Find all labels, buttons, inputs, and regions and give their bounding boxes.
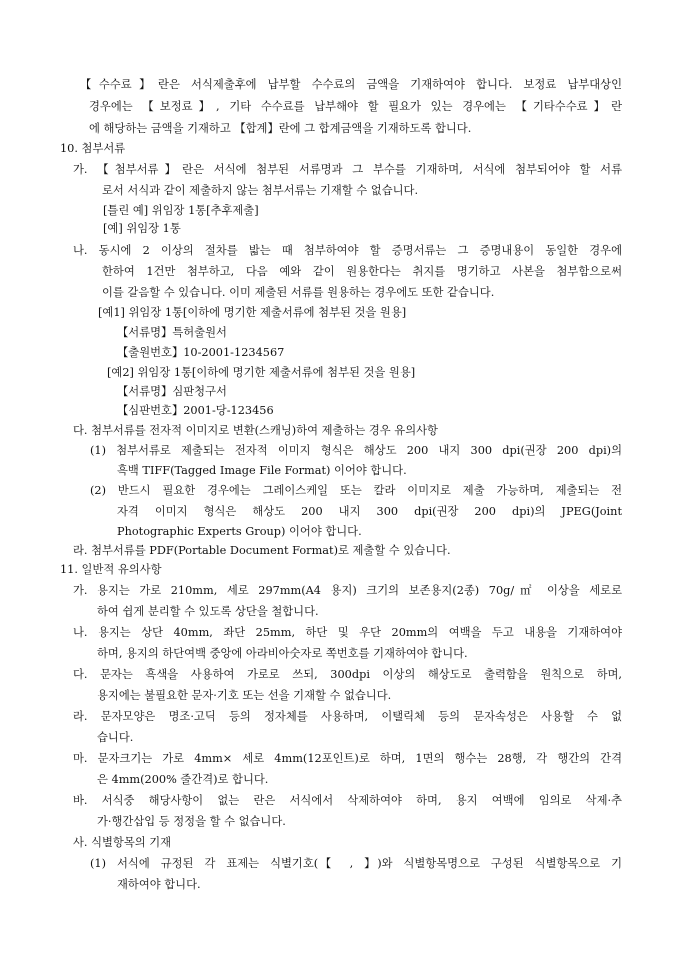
- text-line: 바. 서식중 해당사항이 없는 란은 서식에서 삭제하여야 하며, 용지 여백에 임의로 삭제·추: [73, 794, 622, 807]
- section-heading: 10. 첨부서류: [60, 142, 126, 155]
- example-line: [틀린 예] 위임장 1통[추후제출]: [103, 204, 259, 217]
- text-line: 흑백 TIFF(Tagged Image File Format) 이어야 합니다.: [117, 464, 407, 477]
- text-line: 습니다.: [97, 731, 134, 744]
- text-line: 은 4mm(200% 줄간격)로 합니다.: [97, 773, 269, 786]
- example-line: [예] 위임장 1통: [103, 222, 181, 235]
- text-line: 다. 문자는 흑색을 사용하여 가로로 쓰되, 300dpi 이상의 해상도로 출력함을 원칙으로 하며,: [73, 668, 622, 681]
- text-line: 가·행간삽입 등 정정을 할 수 없습니다.: [97, 815, 286, 828]
- text-line: 하여 쉽게 분리할 수 있도록 상단을 철합니다.: [97, 605, 319, 618]
- text-line: 가. 용지는 가로 210mm, 세로 297mm(A4 용지) 크기의 보존용지(2종) 70g/㎡ 이상을 세로로: [73, 584, 622, 597]
- example-line: 【출원번호】10-2001-1234567: [117, 346, 285, 359]
- example-line: 【심판번호】2001-당-123456: [117, 404, 274, 417]
- text-line: 나. 용지는 상단 40mm, 좌단 25mm, 하단 및 우단 20mm의 여백을 두고 내용을 기재하여야: [73, 626, 622, 639]
- example-line: 【서류명】특허출원서: [117, 326, 227, 339]
- section-heading: 11. 일반적 유의사항: [60, 563, 162, 576]
- text-line: 자격 이미지 형식은 해상도 200 내지 300 dpi(권장 200 dpi)의 JPEG(Joint: [117, 505, 622, 518]
- text-line: 가. 【첨부서류】란은 서식에 첨부된 서류명과 그 부수를 기재하며, 서식에 첨부되어야 할 서류: [73, 163, 622, 176]
- text-line: 마. 문자크기는 가로 4mm× 세로 4mm(12포인트)로 하며, 1면의 행수는 28행, 각 행간의 간격: [73, 752, 622, 765]
- example-line: [예1] 위임장 1통[이하에 명기한 제출서류에 첨부된 것을 원용]: [98, 306, 407, 319]
- text-line: 한하여 1건만 첨부하고, 다음 예와 같이 원용한다는 취지를 명기하고 사본을 첨부함으로써: [102, 265, 622, 278]
- text-line: 경우에는 【보정료】, 기타 수수료를 납부해야 할 필요가 있는 경우에는 【기타수수료】란: [89, 100, 622, 113]
- text-line: 다. 첨부서류를 전자적 이미지로 변환(스캐닝)하여 제출하는 경우 유의사항: [73, 424, 438, 437]
- text-line: 재하여야 합니다.: [117, 878, 201, 891]
- example-line: 【서류명】심판청구서: [117, 385, 227, 398]
- text-line: 용지에는 불필요한 문자·기호 또는 선을 기재할 수 없습니다.: [97, 689, 392, 702]
- text-line: Photographic Experts Group) 이어야 합니다.: [117, 525, 362, 538]
- section-heading: 사. 식별항목의 기재: [73, 836, 172, 849]
- text-line: (2) 반드시 필요한 경우에는 그레이스케일 또는 칼라 이미지로 제출 가능하며, 제출되는 전: [90, 484, 622, 497]
- example-line: [예2] 위임장 1통[이하에 명기한 제출서류에 첨부된 것을 원용]: [107, 366, 416, 379]
- text-line: 나. 동시에 2 이상의 절차를 밟는 때 첨부하여야 할 증명서류는 그 증명내용이 동일한 경우에: [73, 244, 622, 257]
- text-line: 로서 서식과 같이 제출하지 않는 첨부서류는 기재할 수 없습니다.: [102, 184, 419, 197]
- text-line: 하며, 용지의 하단여백 중앙에 아라비아숫자로 쪽번호를 기재하여야 합니다.: [97, 647, 468, 660]
- text-line: 이를 갈음할 수 있습니다. 이미 제출된 서류를 원용하는 경우에도 또한 같습니다.: [102, 286, 495, 299]
- text-line: 에 해당하는 금액을 기재하고 【합계】란에 그 합계금액을 기재하도록 합니다.: [89, 122, 472, 135]
- text-line: (1) 서식에 규정된 각 표제는 식별기호(【 , 】)와 식별항목명으로 구성된 식별항목으로 기: [90, 857, 622, 870]
- text-line: 【수수료】란은 서식제출후에 납부할 수수료의 금액을 기재하여야 합니다. 보정료 납부대상인: [80, 78, 622, 91]
- text-line: (1) 첨부서류로 제출되는 전자적 이미지 형식은 해상도 200 내지 300 dpi(권장 200 dpi)의: [90, 444, 622, 457]
- text-line: 라. 첨부서류를 PDF(Portable Document Format)로 제출할 수 있습니다.: [73, 544, 451, 557]
- text-line: 라. 문자모양은 명조·고딕 등의 정자체를 사용하며, 이탤릭체 등의 문자속성은 사용할 수 없: [73, 710, 622, 723]
